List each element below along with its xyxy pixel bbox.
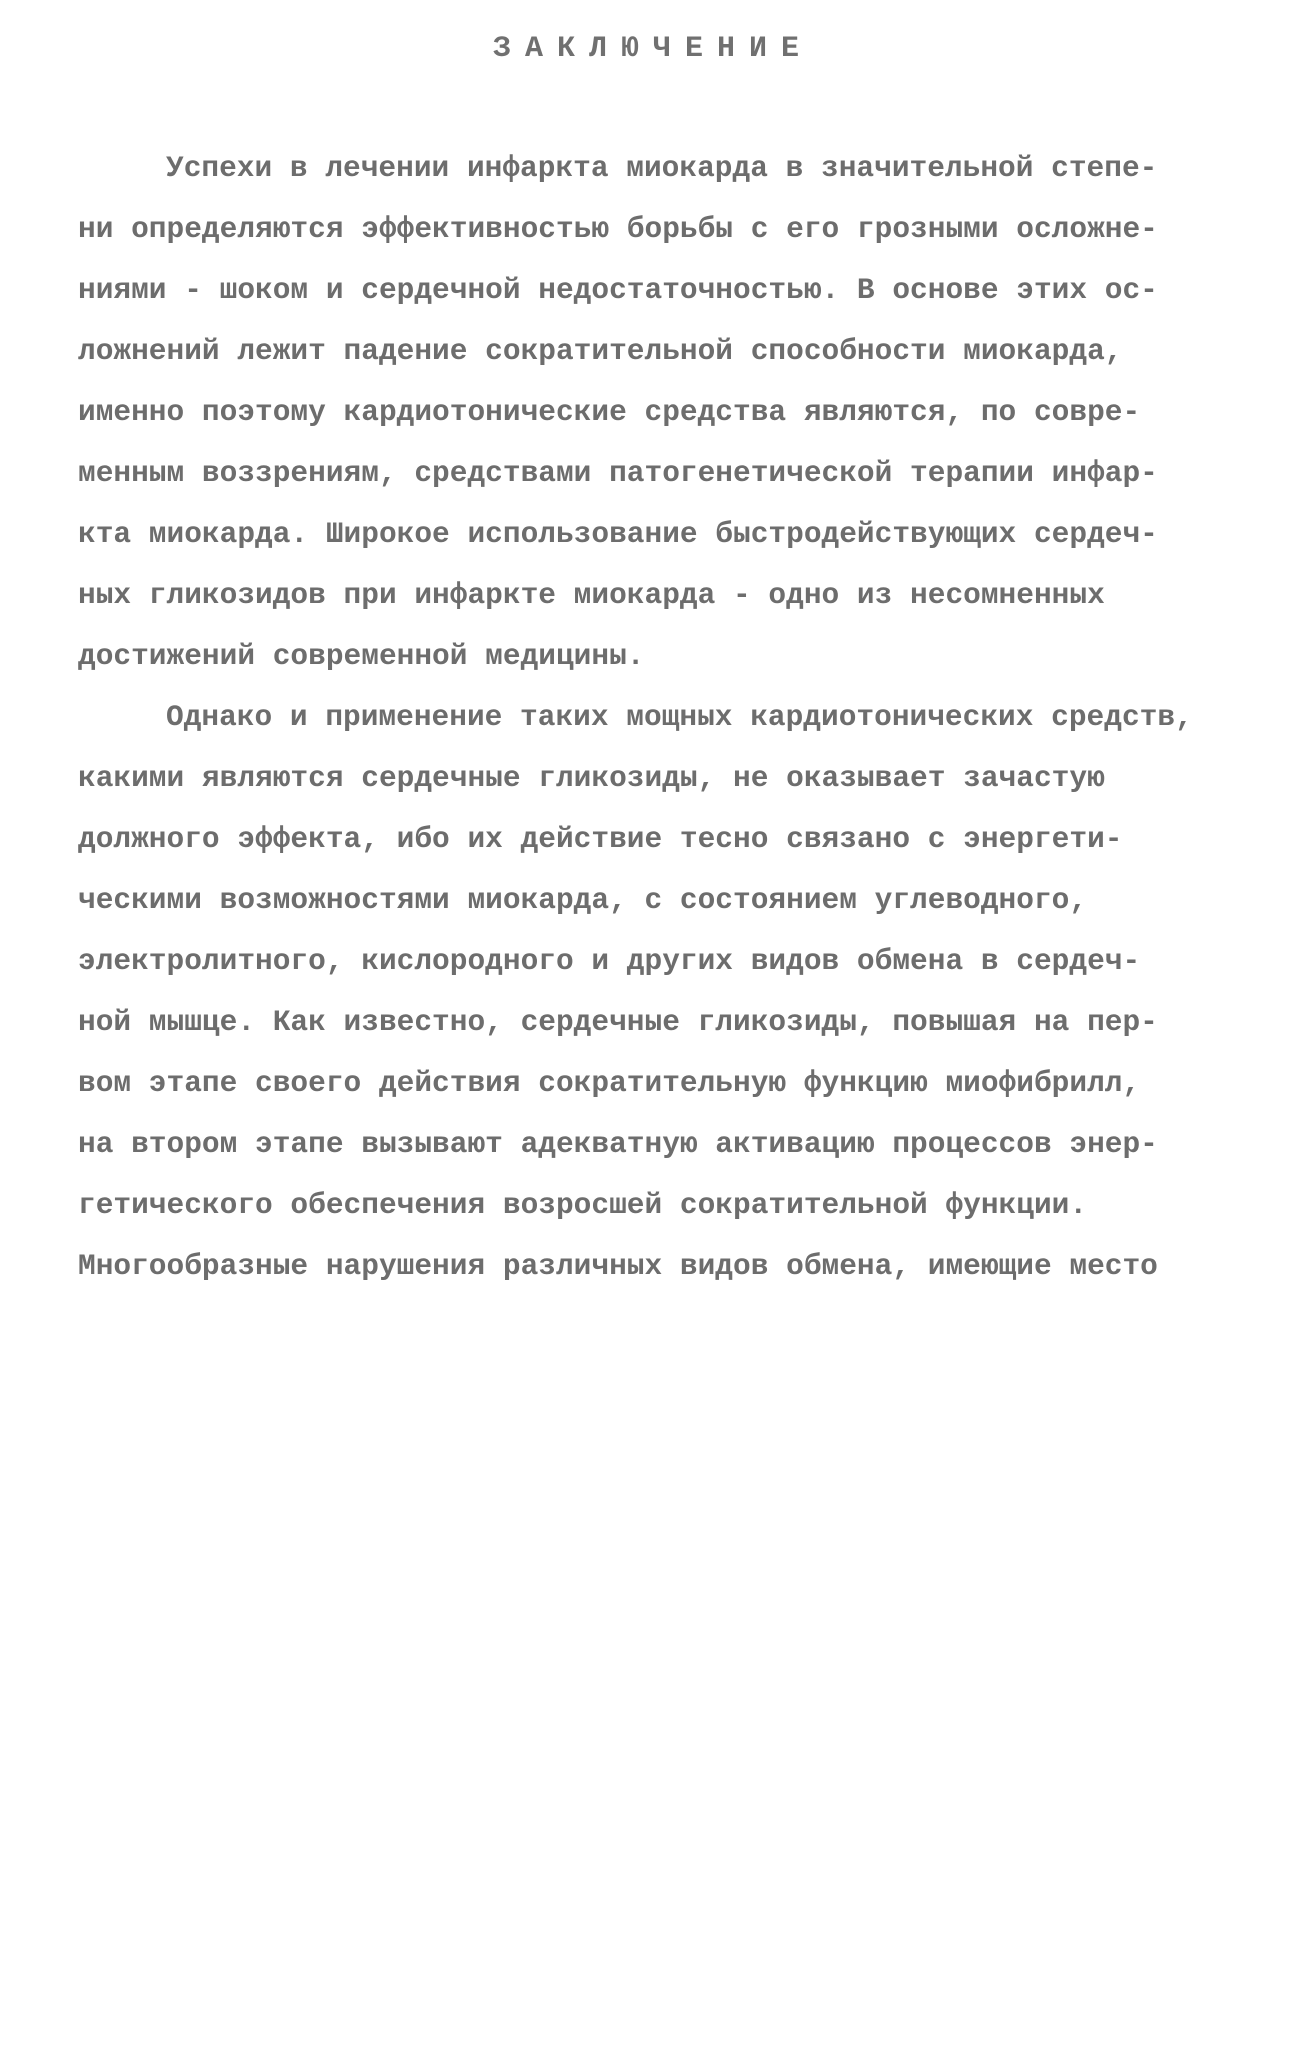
page-title: ЗАКЛЮЧЕНИЕ [492,32,814,66]
text-line: какими являются сердечные гликозиды, не оказывает зачастую [78,761,1105,795]
text-line: Многообразные нарушения различных видов обмена, имеющие место [78,1249,1158,1283]
text-line: Однако и применение таких мощных кардиотонических средств, [166,700,1193,734]
text-line: ческими возможностями миокарда, с состоянием углеводного, [78,883,1088,917]
text-line: на втором этапе вызывают адекватную активацию процессов энер- [78,1127,1158,1161]
text-line: ной мышце. Как известно, сердечные гликозиды, повышая на пер- [78,1005,1158,1039]
text-line: менным воззрениям, средствами патогенетической терапии инфар- [78,456,1158,490]
text-line: должного эффекта, ибо их действие тесно связано с энергети- [78,822,1123,856]
text-line: вом этапе своего действия сократительную функцию миофибрилл, [78,1066,1141,1100]
text-line: достижений современной медицины. [78,639,645,673]
document-body [78,138,1258,1297]
text-line: кта миокарда. Широкое использование быстродействующих сердеч- [78,517,1158,551]
text-line: именно поэтому кардиотонические средства являются, по совре- [78,395,1141,429]
text-line: Успехи в лечении инфаркта миокарда в значительной степе- [166,151,1158,185]
text-line: электролитного, кислородного и других видов обмена в сердеч- [78,944,1141,978]
text-line: ных гликозидов при инфаркте миокарда - одно из несомненных [78,578,1105,612]
text-line: гетического обеспечения возросшей сократительной функции. [78,1188,1088,1222]
text-line: ни определяются эффективностью борьбы с его грозными осложне- [78,212,1158,246]
text-line: ложнений лежит падение сократительной способности миокарда, [78,334,1123,368]
text-line: ниями - шоком и сердечной недостаточностью. В основе этих ос- [78,273,1158,307]
